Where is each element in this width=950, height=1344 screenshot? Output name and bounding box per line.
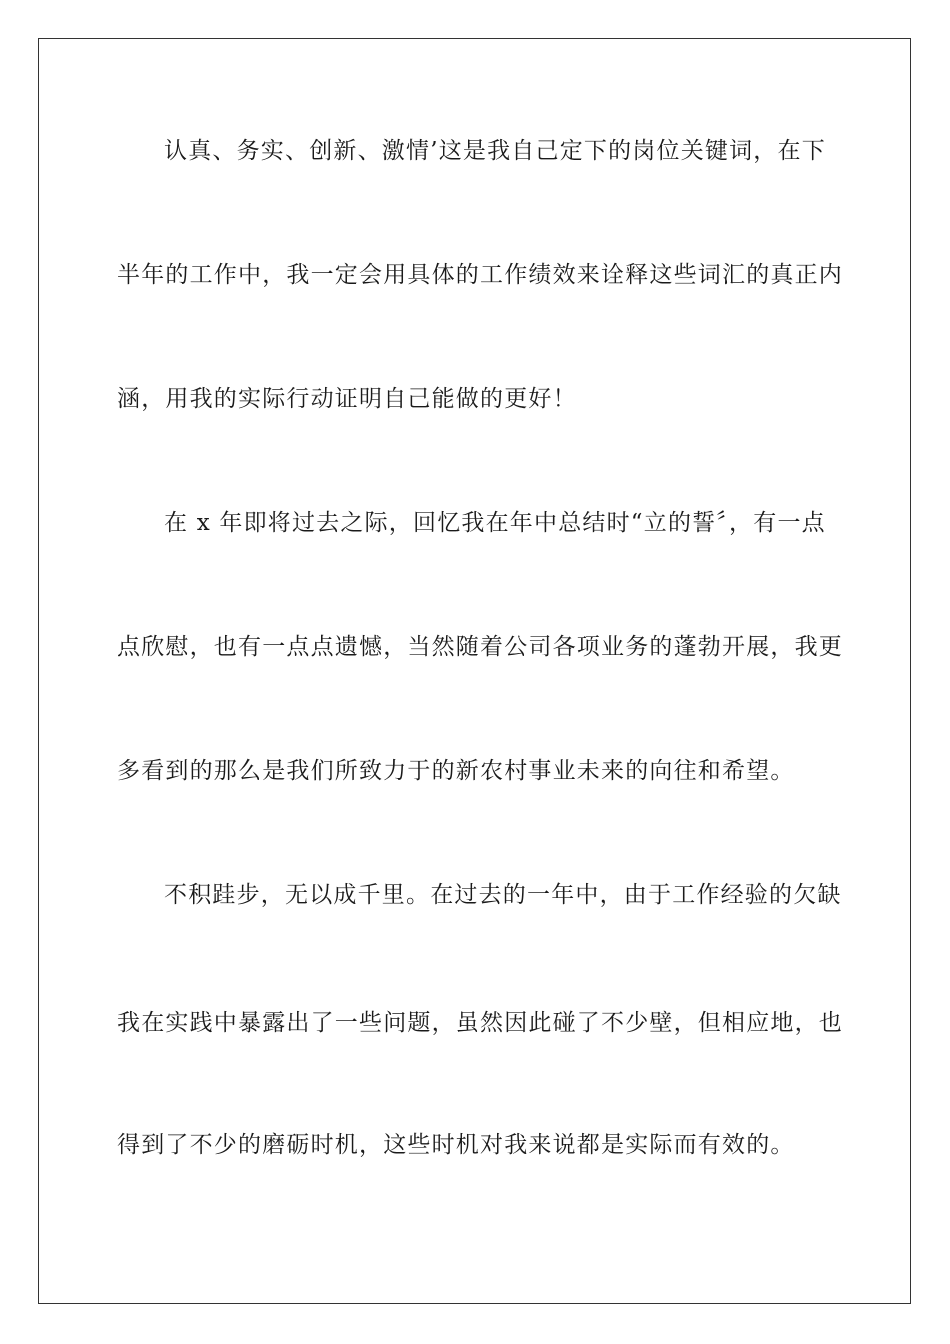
paragraph-line: 点欣慰，也有一点点遗憾，当然随着公司各项业务的蓬勃开展，我更: [117, 634, 843, 660]
paragraph-line: 在 x 年即将过去之际，回忆我在年中总结时“立的誓〞，有一点: [164, 510, 826, 536]
paragraph-line: 得到了不少的磨砺时机，这些时机对我来说都是实际而有效的。: [117, 1132, 795, 1158]
paragraph-line: 不积跬步，无以成千里。在过去的一年中，由于工作经验的欠缺: [164, 882, 842, 908]
paragraph-line: 认真、务实、创新、激情’这是我自己定下的岗位关键词，在下: [164, 138, 826, 164]
paragraph-line: 我在实践中暴露出了一些问题，虽然因此碰了不少壁，但相应地，也: [117, 1010, 843, 1036]
paragraph-line: 涵，用我的实际行动证明自己能做的更好！: [117, 386, 577, 412]
paragraph-line: 半年的工作中，我一定会用具体的工作绩效来诠释这些词汇的真正内: [117, 262, 843, 288]
page-border: [38, 38, 911, 1304]
paragraph-line: 多看到的那么是我们所致力于的新农村事业未来的向往和希望。: [117, 758, 795, 784]
